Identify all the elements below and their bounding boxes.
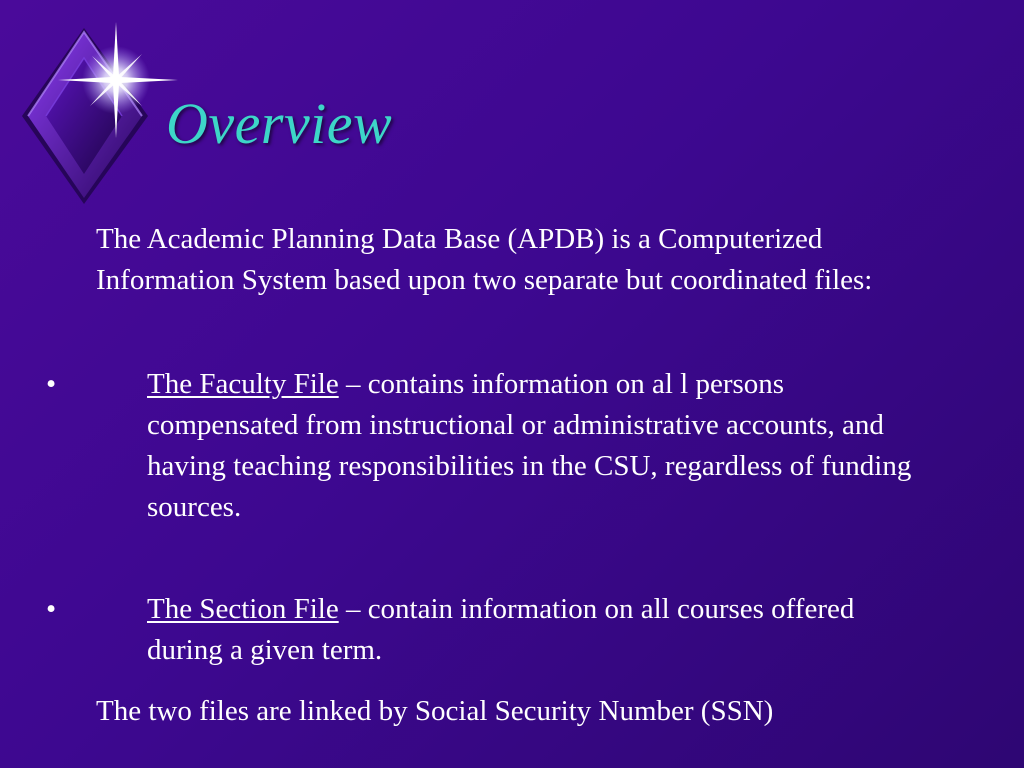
bullet-marker: • [46, 368, 57, 400]
faculty-file-description: – contains information on al l persons compensated from instructional or administrative accounts, and having teaching responsibilities in the CSU, regardless of funding sources. [147, 368, 912, 523]
bullet-marker: • [46, 593, 57, 625]
bullet-text [147, 589, 917, 671]
bullet-text [147, 364, 917, 528]
faculty-file-term: The Faculty File [147, 368, 339, 400]
slide-title: Overview [166, 91, 393, 156]
section-file-description: – contain information on all courses offered during a given term. [147, 593, 855, 666]
intro-paragraph: The Academic Planning Data Base (APDB) is a Computerized Information System based upon two separate but coordinated files: [96, 223, 873, 296]
closing-paragraph: The two files are linked by Social Security Number (SSN) [96, 695, 774, 727]
section-file-term: The Section File [147, 593, 339, 625]
